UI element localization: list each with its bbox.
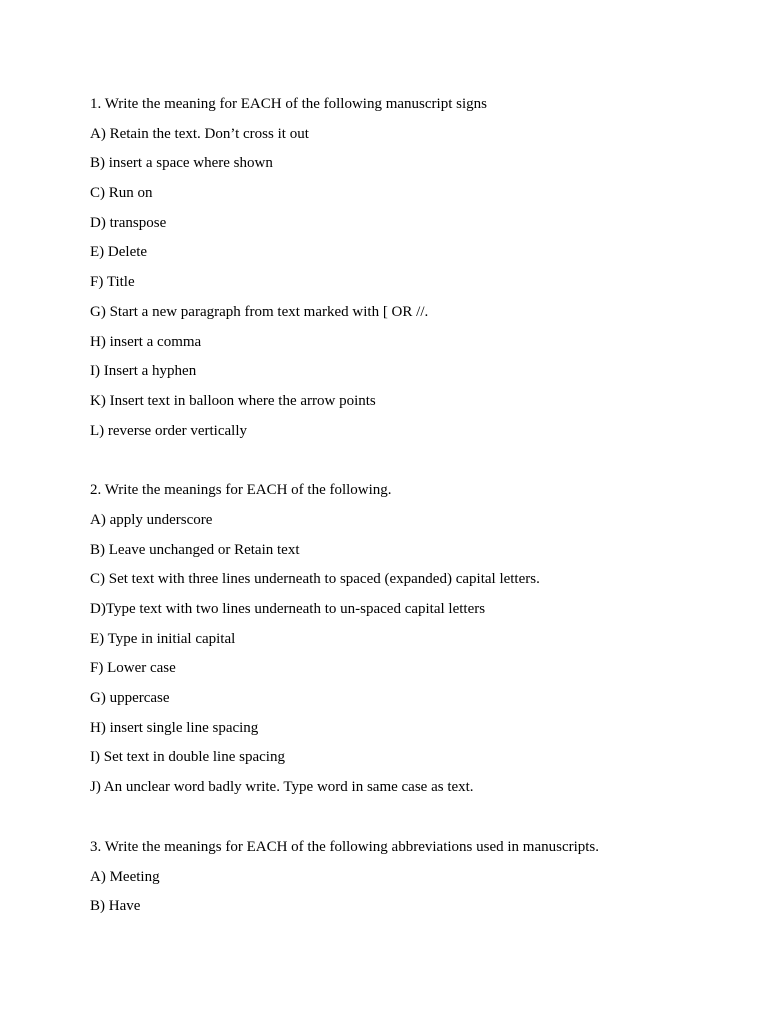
answer-line: G) uppercase	[90, 690, 170, 707]
question-2	[90, 476, 710, 803]
question-1	[90, 90, 710, 446]
question-heading: 1. Write the meaning for EACH of the following manuscript signs	[90, 96, 487, 112]
answer-line: I) Set text in double line spacing	[90, 749, 285, 766]
question-heading: 2. Write the meanings for EACH of the following.	[90, 482, 392, 499]
answer-line: G) Start a new paragraph from text marked with [ OR //.	[90, 303, 429, 320]
answer-line: H) insert a comma	[90, 333, 202, 350]
answer-line: B) Have	[90, 898, 141, 915]
answer-line: A) Meeting	[90, 868, 160, 885]
answer-line: H) insert single line spacing	[90, 719, 259, 736]
answer-line: L) reverse order vertically	[90, 422, 247, 439]
answer-line: E) Type in initial capital	[90, 630, 236, 647]
question-3	[90, 833, 710, 922]
answer-line: B) insert a space where shown	[90, 155, 273, 172]
question-heading: 3. Write the meanings for EACH of the following abbreviations used in manuscripts.	[90, 838, 600, 855]
answer-line: F) Lower case	[90, 660, 176, 677]
answer-line: E) Delete	[90, 244, 148, 261]
answer-line: C) Set text with three lines underneath to spaced (expanded) capital letters.	[90, 571, 540, 588]
answer-line: I) Insert a hyphen	[90, 363, 197, 380]
answer-line: C) Run on	[90, 185, 153, 202]
answer-line: A) apply underscore	[90, 511, 213, 528]
answer-line: J) An unclear word badly write. Type word in same case as text.	[90, 779, 474, 796]
answer-line: D)Type text with two lines underneath to un-spaced capital letters	[90, 601, 486, 617]
answer-line: D) transpose	[90, 214, 167, 231]
document-page	[90, 90, 710, 922]
answer-line: K) Insert text in balloon where the arrow points	[90, 392, 376, 409]
answer-line: F) Title	[90, 274, 135, 291]
answer-line: B) Leave unchanged or Retain text	[90, 541, 300, 558]
answer-line: A) Retain the text. Don’t cross it out	[90, 125, 309, 142]
